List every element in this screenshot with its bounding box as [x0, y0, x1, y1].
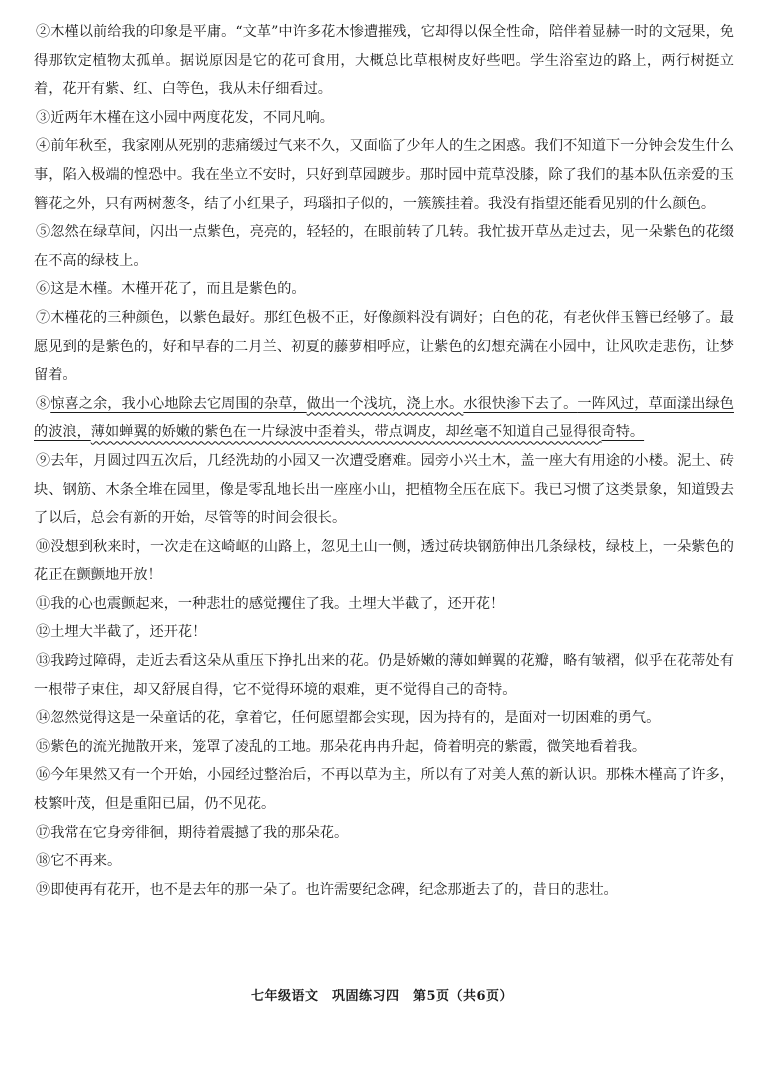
paragraph-16: ⑯今年果然又有一个开始，小园经过整治后，不再以草为主，所以有了对美人蕉的新认识。那株木槿高了许多，枝繁叶茂，但是重阳已届，仍不见花。	[34, 767, 734, 813]
wavy-underlined-sentence: 薄如蝉翼的娇嫩的紫色在一片绿波中歪着头，带点调皮，却丝毫不知道自己显得很	[90, 424, 602, 441]
paragraph-6: ⑥这是木槿。木槿开花了，而且是紫色的。	[36, 281, 306, 298]
paragraph-19: ⑲即使再有花开，也不是去年的那一朵了。也许需要纪念碑，纪念那逝去了的，昔日的悲壮。	[36, 881, 618, 898]
underlined-sentence-3: 一阵风过，草面漾出绿色的波浪，	[34, 395, 734, 441]
paragraph-5: ⑤忽然在绿草间，闪出一点紫色，亮亮的，轻轻的，在眼前转了几转。我忙拔开草丛走过去，见一朵紫色的花缀在不高的绿枝上。	[34, 224, 734, 269]
paragraph-8-number: ⑧	[36, 395, 51, 412]
paragraph-10: ⑩没想到秋来时，一次走在这崎岖的山路上，忽见土山一侧，透过砖块钢筋伸出几条绿枝，绿枝上，一朵紫色的花正在颤颤地开放！	[34, 538, 734, 584]
paragraph-2: ②木槿以前给我的印象是平庸。“文革”中许多花木惨遭摧残，它却得以保全性命，陪伴着显赫一时的文冠果，免得那钦定植物太孤单。据说原因是它的花可食用，大概总比草根树皮好些吧。学生浴室边的路上，两行树挺立着，花开有紫、红、白等色，我从未仔细看过。	[34, 24, 734, 98]
paragraph-9: ⑨去年，月圆过四五次后，几经洗劫的小园又一次遭受磨难。园旁小兴土木，盖一座大有用途的小楼。泥土、砖块、钢筋、木条全堆在园里，像是零乱地长出一座座小山，把植物全压在底下。我已习惯了这类景象，知道毁去了以后，总会有新的开始，尽管等的时间会很长。	[34, 452, 734, 527]
underlined-sentence-2: 水很快渗下去了。	[463, 395, 578, 412]
paragraph-14: ⑭忽然觉得这是一朵童话的花，拿着它，任何愿望都会实现，因为持有的，是面对一切困难的勇气。	[36, 710, 661, 727]
paragraph-18: ⑱它不再来。	[36, 853, 122, 870]
paragraph-4: ④前年秋至，我家刚从死别的悲痛缓过气来不久，又面临了少年人的生之困惑。我们不知道下一分钟会发生什么事，陷入极端的惶恐中。我在坐立不安时，只好到草园踱步。那时园中荒草没膝，除了我们的基本队伍亲爱的玉簪花之外，只有两树葱冬，结了小红果子，玛瑙扣子似的，一簇簇挂着。我没有指望还能看见别的什么颜色。	[34, 138, 734, 212]
paragraph-15: ⑮紫色的流光抛散开来，笼罩了凌乱的工地。那朵花冉冉升起，倚着明亮的紫霞，微笑地看着我。	[36, 738, 647, 755]
paragraph-13: ⑬我跨过障碍，走近去看这朵从重压下挣扎出来的花。仍是娇嫩的薄如蝉翼的花瓣，略有皱褶，似乎在花蒂处有一根带子束住，却又舒展自得，它不觉得环境的艰难，更不觉得自己的奇特。	[34, 653, 734, 698]
paragraph-12: ⑫土埋大半截了，还开花！	[36, 624, 207, 641]
paragraph-3: ③近两年木槿在这小园中两度花发，不同凡响。	[36, 109, 334, 126]
paragraph-7: ⑦木槿花的三种颜色，以紫色最好。那红色极不正，好像颜料没有调好；白色的花，有老伙伴玉簪已经够了。最愿见到的是紫色的，好和早春的二月兰、初夏的藤萝相呼应，让紫色的幻想充满在小园中，让风吹走悲伤，让梦留着。	[34, 309, 734, 384]
page-footer: 七年级语文 巩固练习四 第5页（共6页）	[250, 989, 514, 1004]
paragraph-11: ⑪我的心也震颤起来，一种悲壮的感觉攫住了我。土埋大半截了，还开花！	[36, 595, 505, 612]
underlined-sentence-1: 惊喜之余，我小心地除去它周围的杂草，	[50, 395, 307, 412]
wavy-underlined-phrase: 做出一个浅坑，浇上水。	[306, 395, 464, 412]
underlined-ending: 奇特。	[601, 424, 645, 441]
paragraph-17: ⑰我常在它身旁徘徊，期待着震撼了我的那朵花。	[36, 824, 349, 841]
article-body	[34, 18, 734, 904]
paragraph-8	[34, 390, 734, 447]
